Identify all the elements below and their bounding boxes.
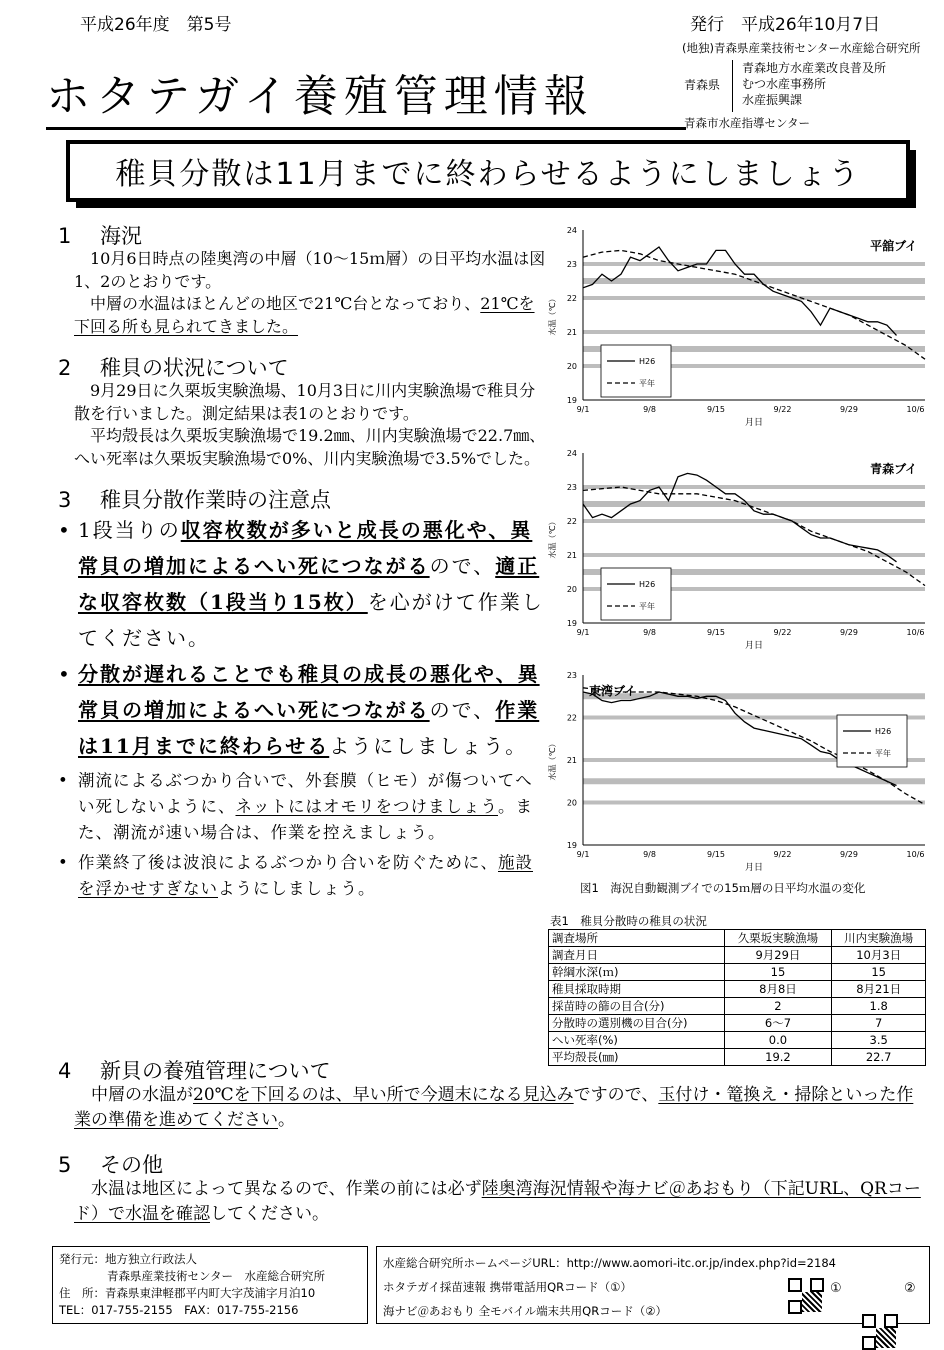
x-tick-label: 9/15 (707, 628, 725, 637)
table-cell: 7 (832, 1015, 926, 1032)
chart-title: 東湾ブイ (589, 684, 636, 698)
table-cell: 調査月日 (549, 947, 725, 964)
y-tick-label: 24 (566, 226, 577, 235)
underlined-text: 施設を浮かせすぎない (78, 853, 533, 898)
table-row (549, 1049, 926, 1066)
text-span: 青森県東津軽郡平内町大字茂浦字月泊10 (105, 1286, 316, 1300)
y-tick-label: 21 (566, 756, 577, 765)
heading-text: 新貝の養殖管理について (100, 1059, 331, 1083)
table-cell: 3.5 (832, 1032, 926, 1049)
issue-date: 発行 平成26年10月7日 (690, 15, 881, 35)
table-cell: 1.8 (832, 998, 926, 1015)
title-underline (46, 127, 686, 130)
bullet-item (58, 656, 546, 764)
text-span: 中層の水温はほとんどの地区で21℃台となっており、 (90, 294, 481, 313)
bullet-dot-icon: • (58, 518, 72, 542)
table-caption: 表1 稚貝分散時の稚貝の状況 (550, 914, 707, 928)
underlined-text: 玉付け・篭換え・掃除といった作業の準備を進めてください (74, 1085, 914, 1130)
sec2-paragraph-2: 平均殻長は久栗坂実験漁場で19.2㎜、川内実験漁場で22.7㎜、へい死率は久栗坂実験漁場で0%、川内実験漁場で3.5%でした。 (74, 426, 546, 468)
table-cell: 15 (832, 964, 926, 981)
table-cell: 8月21日 (832, 981, 926, 998)
bullet-item (58, 768, 546, 846)
text-span: 。 (278, 1110, 295, 1130)
underlined-text: 20℃を下回るのは、早い所で今週末になる見込み (193, 1085, 574, 1105)
x-tick-label: 9/29 (840, 850, 858, 859)
qr-code-icon[interactable] (862, 1314, 898, 1350)
qr1-mark: ① (830, 1281, 842, 1296)
section-heading (58, 220, 546, 248)
table-header-cell: 川内実験漁場 (832, 930, 926, 947)
grid-band (583, 278, 925, 284)
legend-label: 平年 (639, 602, 655, 611)
main-column (58, 220, 546, 902)
qr1-description: ホタテガイ採苗速報 携帯電話用QRコード（①） (383, 1280, 632, 1294)
x-tick-label: 10/6 (906, 628, 925, 637)
heading-number: 5 (58, 1153, 72, 1177)
legend-label: H26 (639, 580, 656, 589)
heading-text: 稚貝の状況について (100, 356, 289, 380)
chart-aomori (545, 445, 935, 650)
y-tick-label: 20 (566, 585, 577, 594)
table-row (549, 947, 926, 964)
y-tick-label: 19 (566, 619, 577, 628)
footer-publisher-box (52, 1246, 368, 1324)
x-axis-label: 月日 (744, 641, 764, 650)
city-center: 青森市水産指導センター (684, 116, 811, 130)
grid-band (583, 778, 925, 784)
table-header-cell: 調査場所 (549, 930, 725, 947)
sec5-paragraph (74, 1177, 924, 1227)
footer-links-box (376, 1246, 930, 1324)
footer-line (59, 1285, 361, 1302)
org-bracket (732, 60, 734, 112)
heading-number: 3 (58, 488, 72, 512)
sec4-paragraph (74, 1083, 924, 1133)
text-span: 地方独立行政法人 (105, 1252, 197, 1266)
x-tick-label: 9/15 (707, 850, 725, 859)
text-span: 住 所： (59, 1286, 105, 1300)
series-h26-line (583, 247, 897, 335)
bullet-dot-icon: • (58, 853, 69, 872)
x-tick-label: 9/22 (773, 405, 792, 414)
heading-number: 1 (58, 224, 72, 248)
y-tick-label: 20 (566, 362, 577, 371)
table-header-cell: 久栗坂実験漁場 (724, 930, 832, 947)
aomori-pref-label: 青森県 (684, 78, 721, 92)
heading-text: その他 (100, 1153, 163, 1177)
y-axis-label: 水温（℃） (548, 294, 557, 336)
newsletter-title: ホタテガイ養殖管理情報 (46, 71, 594, 122)
x-tick-label: 9/1 (576, 850, 590, 859)
table-row (549, 1015, 926, 1032)
bullet-dot-icon: • (58, 662, 72, 686)
y-tick-label: 22 (566, 517, 577, 526)
table-cell: 10月3日 (832, 947, 926, 964)
x-tick-label: 9/8 (643, 628, 656, 637)
x-tick-label: 9/8 (643, 405, 656, 414)
text-span: 発行元： (59, 1252, 105, 1266)
x-tick-label: 9/1 (576, 628, 590, 637)
x-tick-label: 9/1 (576, 405, 590, 414)
x-tick-label: 10/6 (906, 405, 925, 414)
table-cell: 2 (724, 998, 832, 1015)
figure-caption: 図1 海況自動観測ブイでの15ｍ層の日平均水温の変化 (580, 881, 866, 895)
heading-text: 海況 (100, 224, 142, 248)
underlined-text: 作業は11月までに終わらせる (78, 698, 540, 758)
section-heading (58, 484, 546, 512)
text-span: 作業終了後は波浪によるぶつかり合いを防ぐために、 (78, 853, 498, 872)
table-cell: 平均殻長(㎜) (549, 1049, 725, 1066)
sec2-paragraph-1: 9月29日に久栗坂実験漁場、10月3日に川内実験漁場で稚貝分散を行いました。測定結果は表1のとおりです。 (74, 381, 536, 423)
table-cell: 0.0 (724, 1032, 832, 1049)
x-tick-label: 9/8 (643, 850, 656, 859)
table-row (549, 998, 926, 1015)
y-tick-label: 24 (566, 449, 577, 458)
x-tick-label: 10/6 (906, 850, 925, 859)
x-tick-label: 9/29 (840, 628, 858, 637)
table-header-row (549, 930, 926, 947)
section-heading (58, 1149, 924, 1177)
text-span: 1段当りの (78, 518, 181, 542)
underlined-text: 21℃を下回る所も見られてきました。 (74, 294, 535, 336)
text-span: 。また、潮流が速い場合は、作業を控えましょう。 (78, 797, 533, 842)
y-tick-label: 21 (566, 551, 577, 560)
text-span: ですので、 (573, 1085, 659, 1105)
underlined-text: ネットにはオモリをつけましょう (235, 797, 498, 816)
bullet-item (58, 850, 546, 902)
text-span: 潮流によるぶつかり合いで、外套膜（ヒモ）が傷ついてへい死しないように、 (78, 771, 533, 816)
y-tick-label: 23 (566, 260, 577, 269)
footer-line: 青森県産業技術センター 水産総合研究所 (107, 1269, 326, 1283)
legend-label: H26 (639, 357, 656, 366)
y-tick-label: 20 (566, 798, 577, 808)
org-main: (地独)青森県産業技術センター水産総合研究所 (682, 41, 921, 55)
table-row (549, 1032, 926, 1049)
chart-title: 平舘ブイ (870, 239, 917, 253)
table-cell: 幹綱水深(ｍ) (549, 964, 725, 981)
bullet-item (58, 512, 546, 656)
table-row (549, 981, 926, 998)
x-tick-label: 9/29 (840, 405, 858, 414)
legend-box (601, 568, 671, 620)
text-span: を心がけて作業してください。 (78, 590, 544, 650)
x-tick-label: 9/15 (707, 405, 725, 414)
underlined-text: 適正な収容枚数（1段当り15枚） (78, 554, 540, 614)
text-span: 水温は地区によって異なるので、作業の前には必ず (91, 1179, 482, 1199)
org-list (742, 60, 886, 108)
y-tick-label: 23 (566, 671, 577, 680)
y-tick-label: 21 (566, 328, 577, 337)
table-cell: 22.7 (832, 1049, 926, 1066)
text-span: ので、 (429, 554, 496, 578)
chart-hiradate (545, 222, 935, 427)
table-cell: 15 (724, 964, 832, 981)
org-item: むつ水産事務所 (742, 77, 827, 91)
footer-line (59, 1251, 361, 1268)
homepage-url[interactable]: 水産総合研究所ホームページURL：http://www.aomori-itc.or.jp/index.php?id=2184 (383, 1256, 836, 1270)
section-heading (58, 352, 546, 380)
legend-label: 平年 (639, 379, 655, 388)
y-axis-label: 水温（℃） (548, 517, 557, 559)
legend-box (601, 345, 671, 397)
table-cell: 19.2 (724, 1049, 832, 1066)
table-cell: 6～7 (724, 1015, 832, 1032)
y-tick-label: 19 (566, 396, 577, 405)
series-normal-line (583, 250, 925, 359)
org-item: 青森地方水産業改良普及所 (742, 61, 887, 75)
table-cell: へい死率(%) (549, 1032, 725, 1049)
qr-code-icon[interactable] (788, 1278, 824, 1314)
table-cell: 採苗時の篩の目合(分) (549, 998, 725, 1015)
sec1-paragraph-2 (74, 293, 546, 338)
x-axis-label: 月日 (744, 863, 764, 872)
qr2-description: 海ナビ＠あおもり 全モバイル端末共用QRコード（②） (383, 1304, 668, 1318)
y-tick-label: 22 (566, 294, 577, 303)
heading-number: 4 (58, 1059, 72, 1083)
text-span: ようにしましょう。 (218, 879, 376, 898)
heading-text: 稚貝分散作業時の注意点 (100, 488, 331, 512)
x-tick-label: 9/22 (773, 850, 792, 859)
text-span: 中層の水温が (91, 1085, 193, 1105)
chart-higashiwan (545, 667, 935, 872)
org-item: 水産振興課 (742, 93, 803, 107)
text-span: ようにしましょう。 (329, 734, 528, 758)
table-cell: 9月29日 (724, 947, 832, 964)
table-cell: 8月8日 (724, 981, 832, 998)
underlined-text: 収容枚数が多いと成長の悪化や、異常貝の増加によるへい死につながる (78, 518, 533, 578)
underlined-text: 分散が遅れることでも稚貝の成長の悪化や、異常貝の増加によるへい死につながる (78, 662, 540, 722)
legend-label: H26 (875, 727, 892, 736)
headline-text: 稚貝分散は11月までに終わらせるようにしましょう (115, 157, 861, 192)
legend-box (837, 715, 907, 767)
grid-band (583, 501, 925, 507)
sec1-paragraph-1: 10月6日時点の陸奥湾の中層（10～15ｍ層）の日平均水温は図1、2のとおりです。 (74, 249, 546, 291)
y-tick-label: 23 (566, 483, 577, 492)
table-cell: 分散時の選別機の目合(分) (549, 1015, 725, 1032)
legend-label: 平年 (875, 749, 891, 758)
y-tick-label: 19 (566, 841, 577, 850)
x-axis-label: 月日 (744, 418, 764, 427)
table-row (549, 964, 926, 981)
survey-table (548, 929, 926, 1066)
footer-tel: TEL：017-755-2155 FAX：017-755-2156 (59, 1303, 299, 1317)
bullet-dot-icon: • (58, 771, 69, 790)
text-span: ので、 (429, 698, 496, 722)
y-axis-label: 水温（℃） (548, 739, 557, 781)
chart-title: 青森ブイ (870, 462, 917, 476)
lower-sections (58, 1055, 924, 1227)
issue-number: 平成26年度 第5号 (80, 15, 232, 35)
x-tick-label: 9/22 (773, 628, 792, 637)
table-cell: 稚貝採取時期 (549, 981, 725, 998)
headline-banner (66, 140, 910, 202)
qr2-mark: ② (904, 1281, 916, 1296)
y-tick-label: 22 (566, 713, 577, 723)
heading-number: 2 (58, 356, 72, 380)
underlined-text: 陸奥湾海況情報や海ナビ＠あおもり（下記URL、QRコード）で水温を確認 (74, 1179, 921, 1224)
text-span: してください。 (210, 1204, 329, 1224)
